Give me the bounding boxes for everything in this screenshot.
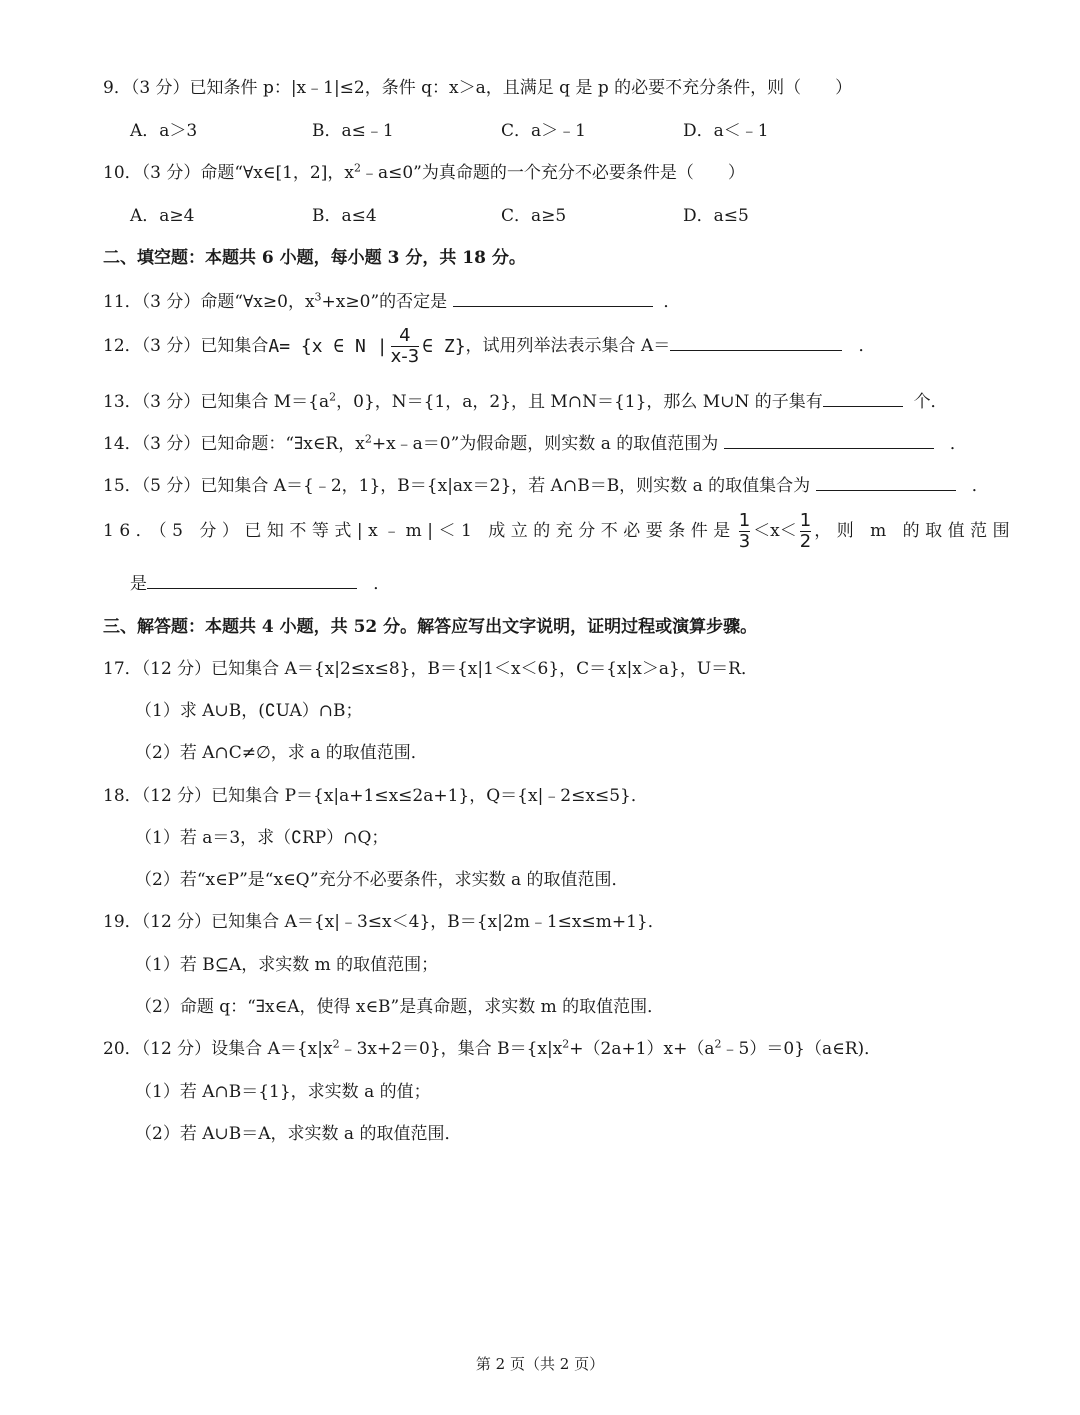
option-b: B．a≤4: [312, 206, 377, 226]
option-c: C．a＞﹣1: [501, 121, 586, 141]
section-2-heading: 二、填空题：本题共 6 小题，每小题 3 分，共 18 分。: [103, 248, 526, 268]
option-c: C．a≥5: [501, 206, 567, 226]
question-17-part-1: （1）求 A∪B，(∁UA）∩B；: [135, 701, 363, 721]
option-a: A．a≥4: [130, 206, 195, 226]
question-16-continued: 是 ．: [130, 570, 390, 597]
question-10-stem: 10．（3 分）命题“∀x∈[1，2]，$x^2﹣a\le 0$”为真命题的一个充分不必要条件是（ ）: [103, 161, 745, 183]
question-14: 14．（3 分）已知命题：“∃x∈R，$x^2+x﹣a=0$”为假命题，则实数 a 的取值范围为 ．: [103, 430, 967, 457]
answer-blank: [724, 430, 934, 449]
answer-blank: [670, 332, 842, 351]
section-3-heading: 三、解答题：本题共 4 小题，共 52 分。解答应写出文字说明，证明过程或演算步骤。: [103, 617, 758, 637]
answer-blank: [816, 472, 956, 491]
option-b: B．a≤﹣1: [312, 121, 394, 141]
question-19-stem: 19．（12 分）已知集合 A＝{x|﹣3≤x＜4}，B＝{x|2m﹣1≤x≤m+1}．: [103, 912, 665, 932]
question-16: 16．（5 分）已知不等式|x﹣m|＜1 成立的充分不必要条件是 $\frac{1}{3}$ ＜x＜ $\frac{1}{2}$ ，则 m 的取值范围: [103, 510, 1016, 552]
question-9-stem: 9．（3 分）已知条件 p：|x﹣1|≤2，条件 q：x＞a，且满足 q 是 p 的必要不充分条件，则（ ）: [103, 78, 853, 98]
question-17-part-2: （2）若 A∩C≠∅，求 a 的取值范围．: [135, 743, 428, 763]
question-15: 15．（5 分）已知集合 A＝{﹣2，1}，B＝{x|ax＝2}，若 A∩B＝B，则实数 a 的取值集合为 ．: [103, 472, 989, 499]
set-notation-image: A= {x ∈ N | $\frac{4}{x-3}$ ∈ Z}: [268, 325, 466, 367]
question-18-stem: 18．（12 分）已知集合 P＝{x|a+1≤x≤2a+1}，Q＝{x|﹣2≤x≤5}．: [103, 786, 648, 806]
question-20-part-1: （1）若 A∩B＝{1}，求实数 a 的值；: [135, 1082, 431, 1102]
question-19-part-1: （1）若 B⊆A，求实数 m 的取值范围；: [135, 955, 439, 975]
question-18-part-1: （1）若 a＝3，求（∁RP）∩Q；: [135, 828, 389, 848]
answer-blank: [453, 288, 653, 307]
question-13: 13．（3 分）已知集合 $M=\{a^2$，0}，N＝{1，a，2}，且 M∩N＝{1}，那么 M∪N 的子集有 个．: [103, 388, 948, 415]
question-18-part-2: （2）若“x∈P”是“x∈Q”充分不必要条件，求实数 a 的取值范围．: [135, 870, 629, 890]
question-19-part-2: （2）命题 q：“∃x∈A，使得 x∈B”是真命题，求实数 m 的取值范围．: [135, 997, 665, 1017]
answer-blank: [823, 388, 903, 407]
answer-blank: [147, 570, 357, 589]
question-11: 11．（3 分）命题“∀x≥0，$x^3+x\ge 0$”的否定是 ．: [103, 288, 680, 315]
option-d: D．a＜﹣1: [683, 121, 769, 141]
question-20-stem: 20．（12 分）设集合 $A=\{x|x^2﹣3x+2=0\}$，集合 $B=\{x|x^2+(2a+1)x+(a^2﹣5)=0\}(a\in R)$．: [103, 1037, 882, 1059]
page-footer: 第 2 页（共 2 页）: [475, 1355, 605, 1373]
question-17-stem: 17．（12 分）已知集合 A＝{x|2≤x≤8}，B＝{x|1＜x＜6}，C＝{x|x＞a}，U＝R．: [103, 659, 758, 679]
question-12: 12．（3 分）已知集合 A= {x ∈ N | $\frac{4}{x-3}$ ∈ Z} ，试用列举法表示集合 A＝ ．: [103, 325, 876, 367]
option-d: D．a≤5: [683, 206, 749, 226]
option-a: A．a＞3: [130, 121, 198, 141]
question-20-part-2: （2）若 A∪B＝A，求实数 a 的取值范围．: [135, 1124, 462, 1144]
